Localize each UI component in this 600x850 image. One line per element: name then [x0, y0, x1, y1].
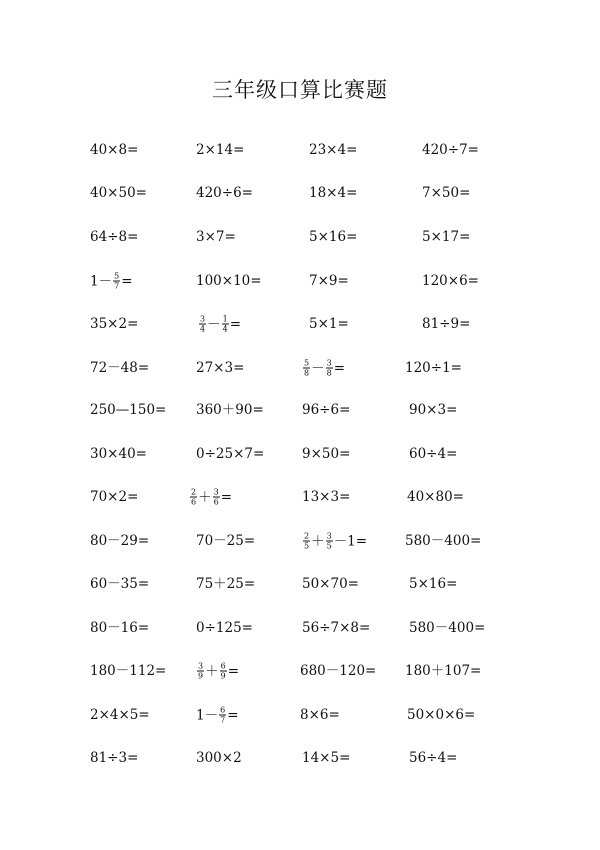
- problem-item: [309, 315, 349, 333]
- problem-item: [422, 315, 470, 333]
- problem-item: [309, 184, 357, 202]
- problem-item: [90, 575, 149, 593]
- problem-item: [90, 184, 147, 202]
- problem-item: [405, 532, 481, 550]
- problem-item: [309, 141, 357, 159]
- fraction-denominator: 9: [220, 671, 226, 681]
- problem-text: 5×16=: [409, 576, 458, 592]
- problem-text: 2×4×5=: [90, 707, 150, 723]
- problem-text: =: [229, 316, 241, 332]
- problem-text: 70－25=: [196, 533, 256, 549]
- problem-text: 27×3=: [196, 360, 245, 376]
- fraction: [222, 315, 229, 334]
- problem-item: [407, 706, 475, 724]
- fraction-numerator: 1: [222, 314, 228, 324]
- problem-item: [300, 662, 376, 680]
- fraction-numerator: 3: [198, 661, 204, 671]
- problem-item: [196, 359, 244, 377]
- problem-text: 120×6=: [422, 273, 479, 289]
- problem-item: [196, 749, 242, 767]
- fraction: [113, 272, 120, 291]
- problem-text: 5×17=: [422, 229, 471, 245]
- problem-text: 120÷1=: [405, 360, 462, 376]
- problem-item: [302, 401, 350, 419]
- fraction-numerator: 2: [191, 487, 197, 497]
- problem-text: 300×2: [196, 750, 242, 766]
- problem-item: [422, 141, 479, 159]
- problem-text: 80－29=: [90, 533, 150, 549]
- problem-text: 50×0×6=: [407, 707, 476, 723]
- problem-item: [302, 488, 350, 506]
- problem-text: 81÷3=: [90, 750, 139, 766]
- problem-text: 96÷6=: [302, 402, 351, 418]
- fraction-numerator: 3: [326, 358, 332, 368]
- problem-item: [90, 445, 147, 463]
- problem-text: ＋: [311, 533, 325, 549]
- problem-text: 40×50=: [90, 185, 147, 201]
- problem-item: [196, 401, 264, 419]
- problem-text: 30×40=: [90, 446, 147, 462]
- problem-item: [90, 228, 138, 246]
- problem-text: 5×1=: [309, 316, 349, 332]
- fraction: [213, 488, 220, 507]
- problem-item: [189, 488, 232, 507]
- problem-item: [196, 532, 255, 550]
- page-title: 三年级口算比赛题: [212, 78, 388, 102]
- problem-item: [302, 575, 359, 593]
- problem-text: 2×14=: [196, 142, 245, 158]
- problem-text: 9×50=: [302, 446, 351, 462]
- problem-item: [196, 228, 236, 246]
- problem-item: [302, 532, 367, 551]
- problem-item: [196, 662, 239, 681]
- fraction-numerator: 3: [200, 314, 206, 324]
- problem-text: 70×2=: [90, 489, 139, 505]
- fraction-numerator: 5: [304, 358, 310, 368]
- problem-text: 580－400=: [405, 533, 482, 549]
- problem-item: [90, 401, 166, 419]
- fraction-numerator: 5: [114, 271, 120, 281]
- problem-text: 60－35=: [90, 576, 150, 592]
- fraction: [190, 488, 197, 507]
- problem-item: [422, 228, 470, 246]
- problem-item: [90, 706, 150, 724]
- fraction-denominator: 6: [191, 497, 197, 507]
- problem-text: ＋: [205, 663, 219, 679]
- problem-item: [405, 359, 462, 377]
- problem-item: [409, 749, 457, 767]
- fraction: [199, 315, 206, 334]
- problem-text: 0÷125=: [196, 620, 253, 636]
- problem-text: 250—150=: [90, 402, 167, 418]
- problem-item: [90, 488, 138, 506]
- problem-text: 180＋107=: [405, 663, 482, 679]
- fraction: [303, 532, 310, 551]
- fraction: [219, 706, 226, 725]
- problem-item: [409, 445, 457, 463]
- problem-text: 360＋90=: [196, 402, 264, 418]
- fraction-numerator: 2: [304, 531, 310, 541]
- problem-text: =: [227, 707, 239, 723]
- problem-text: 60÷4=: [409, 446, 458, 462]
- problem-text: 13×3=: [302, 489, 351, 505]
- problem-text: 1－: [90, 273, 113, 289]
- problem-text: =: [220, 489, 232, 505]
- problem-text: 420÷7=: [422, 142, 479, 158]
- problem-text: 72－48=: [90, 360, 150, 376]
- problem-item: [196, 184, 253, 202]
- problem-item: [407, 488, 464, 506]
- problem-item: [405, 662, 481, 680]
- fraction: [303, 359, 310, 378]
- problem-text: 100×10=: [196, 273, 262, 289]
- problem-item: [196, 619, 253, 637]
- problem-item: [302, 749, 350, 767]
- problem-text: 3×7=: [196, 229, 236, 245]
- problem-item: [90, 315, 138, 333]
- problem-text: 8×6=: [300, 707, 340, 723]
- problem-text: －1=: [333, 533, 368, 549]
- problem-text: －: [207, 316, 221, 332]
- problem-item: [196, 272, 262, 290]
- problem-text: 35×2=: [90, 316, 139, 332]
- problem-text: 56÷7×8=: [302, 620, 371, 636]
- problem-text: 1－: [196, 707, 219, 723]
- problem-item: [409, 575, 457, 593]
- problem-text: 75＋25=: [196, 576, 256, 592]
- problem-text: ＋: [198, 489, 212, 505]
- fraction-denominator: 7: [114, 281, 120, 291]
- problem-item: [196, 445, 264, 463]
- problem-item: [300, 706, 340, 724]
- fraction-numerator: 6: [220, 661, 226, 671]
- problem-item: [198, 315, 241, 334]
- fraction-numerator: 6: [220, 705, 226, 715]
- problem-item: [90, 662, 166, 680]
- problem-text: =: [333, 360, 345, 376]
- problem-item: [196, 141, 244, 159]
- problem-text: 50×70=: [302, 576, 359, 592]
- problem-item: [302, 619, 370, 637]
- problem-item: [90, 749, 138, 767]
- problem-item: [90, 619, 149, 637]
- fraction: [326, 532, 333, 551]
- problem-item: [309, 272, 349, 290]
- problem-item: [196, 706, 239, 725]
- problem-text: 81÷9=: [422, 316, 471, 332]
- problem-text: 420÷6=: [196, 185, 253, 201]
- problem-text: 5×16=: [309, 229, 358, 245]
- problem-item: [422, 184, 470, 202]
- problem-text: 23×4=: [309, 142, 358, 158]
- problem-text: 90×3=: [409, 402, 458, 418]
- problem-text: 40×8=: [90, 142, 139, 158]
- problem-text: －: [311, 360, 325, 376]
- problem-text: 580－400=: [409, 620, 486, 636]
- problem-text: 0÷25×7=: [196, 446, 265, 462]
- problem-text: =: [121, 273, 133, 289]
- fraction-denominator: 5: [304, 541, 310, 551]
- fraction-denominator: 4: [222, 324, 228, 334]
- problem-text: 64÷8=: [90, 229, 139, 245]
- problem-item: [409, 401, 457, 419]
- fraction-numerator: 3: [326, 531, 332, 541]
- fraction: [197, 662, 204, 681]
- fraction-denominator: 9: [198, 671, 204, 681]
- problem-text: 56÷4=: [409, 750, 458, 766]
- fraction-denominator: 8: [326, 368, 332, 378]
- problem-item: [302, 359, 345, 378]
- fraction-denominator: 5: [326, 541, 332, 551]
- fraction-denominator: 8: [304, 368, 310, 378]
- problem-item: [90, 272, 133, 291]
- problem-text: 7×9=: [309, 273, 349, 289]
- problem-item: [90, 359, 149, 377]
- problem-text: 80－16=: [90, 620, 150, 636]
- problem-text: 14×5=: [302, 750, 351, 766]
- problem-item: [90, 532, 149, 550]
- fraction-numerator: 3: [213, 487, 219, 497]
- problem-item: [422, 272, 479, 290]
- problem-item: [90, 141, 138, 159]
- problem-text: 680－120=: [300, 663, 377, 679]
- problem-text: 18×4=: [309, 185, 358, 201]
- fraction: [220, 662, 227, 681]
- fraction-denominator: 6: [213, 497, 219, 507]
- problem-item: [302, 445, 350, 463]
- problem-item: [409, 619, 485, 637]
- problem-text: 180－112=: [90, 663, 167, 679]
- fraction-denominator: 4: [200, 324, 206, 334]
- fraction: [326, 359, 333, 378]
- fraction-denominator: 7: [220, 715, 226, 725]
- problem-item: [309, 228, 357, 246]
- problem-text: 7×50=: [422, 185, 471, 201]
- problem-text: =: [227, 663, 239, 679]
- problem-item: [196, 575, 255, 593]
- problem-text: 40×80=: [407, 489, 464, 505]
